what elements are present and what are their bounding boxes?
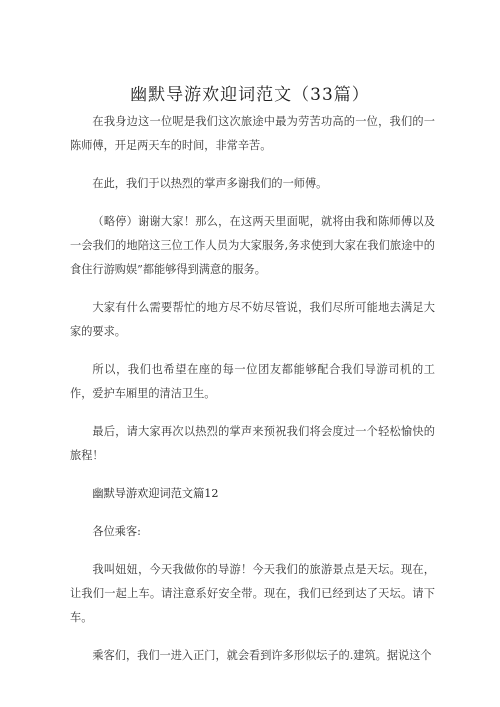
paragraph-8: 乘客们，我们一进入正门，就会看到许多形似坛子的.建筑。据说这个 [92, 649, 432, 662]
paragraph-4: 大家有什么需要帮忙的地方尽不妨尽管说，我们尽所可能地去满足大家的要求。 [70, 301, 435, 338]
section-heading: 幽默导游欢迎词范文篇12 [92, 487, 219, 500]
paragraph-2: 在此，我们于以热烈的掌声多谢我们的一师傅。 [92, 177, 328, 190]
paragraph-7: 我叫妞妞，今天我做你的导游！今天我们的旅游景点是天坛。现在，让我们一起上车。请注意系好安全带。现在，我们已经到达了天坛。请下车。 [70, 563, 435, 624]
paragraph-3: （略停）谢谢大家！那么，在这两天里面呢，就将由我和陈师傅以及一会我们的地陪这三位工作人员为大家服务,务求使到大家在我们旅途中的食住行游购娱”都能够得到满意的服务。 [70, 215, 435, 276]
paragraph-5: 所以，我们也希望在座的每一位团友都能够配合我们导游司机的工作，爱护车厢里的清洁卫生。 [70, 363, 435, 400]
salutation: 各位乘客: [92, 525, 141, 538]
document-body [70, 110, 435, 668]
document-title: 幽默导游欢迎词范文（33篇） [130, 85, 370, 105]
paragraph-1: 在我身边这一位呢是我们这次旅途中最为劳苦功高的一位，我们的一陈师傅，开足两天车的时间，非常辛苦。 [70, 115, 435, 152]
paragraph-6: 最后，请大家再次以热烈的掌声来预祝我们将会度过一个轻松愉快的旅程！ [70, 425, 435, 462]
